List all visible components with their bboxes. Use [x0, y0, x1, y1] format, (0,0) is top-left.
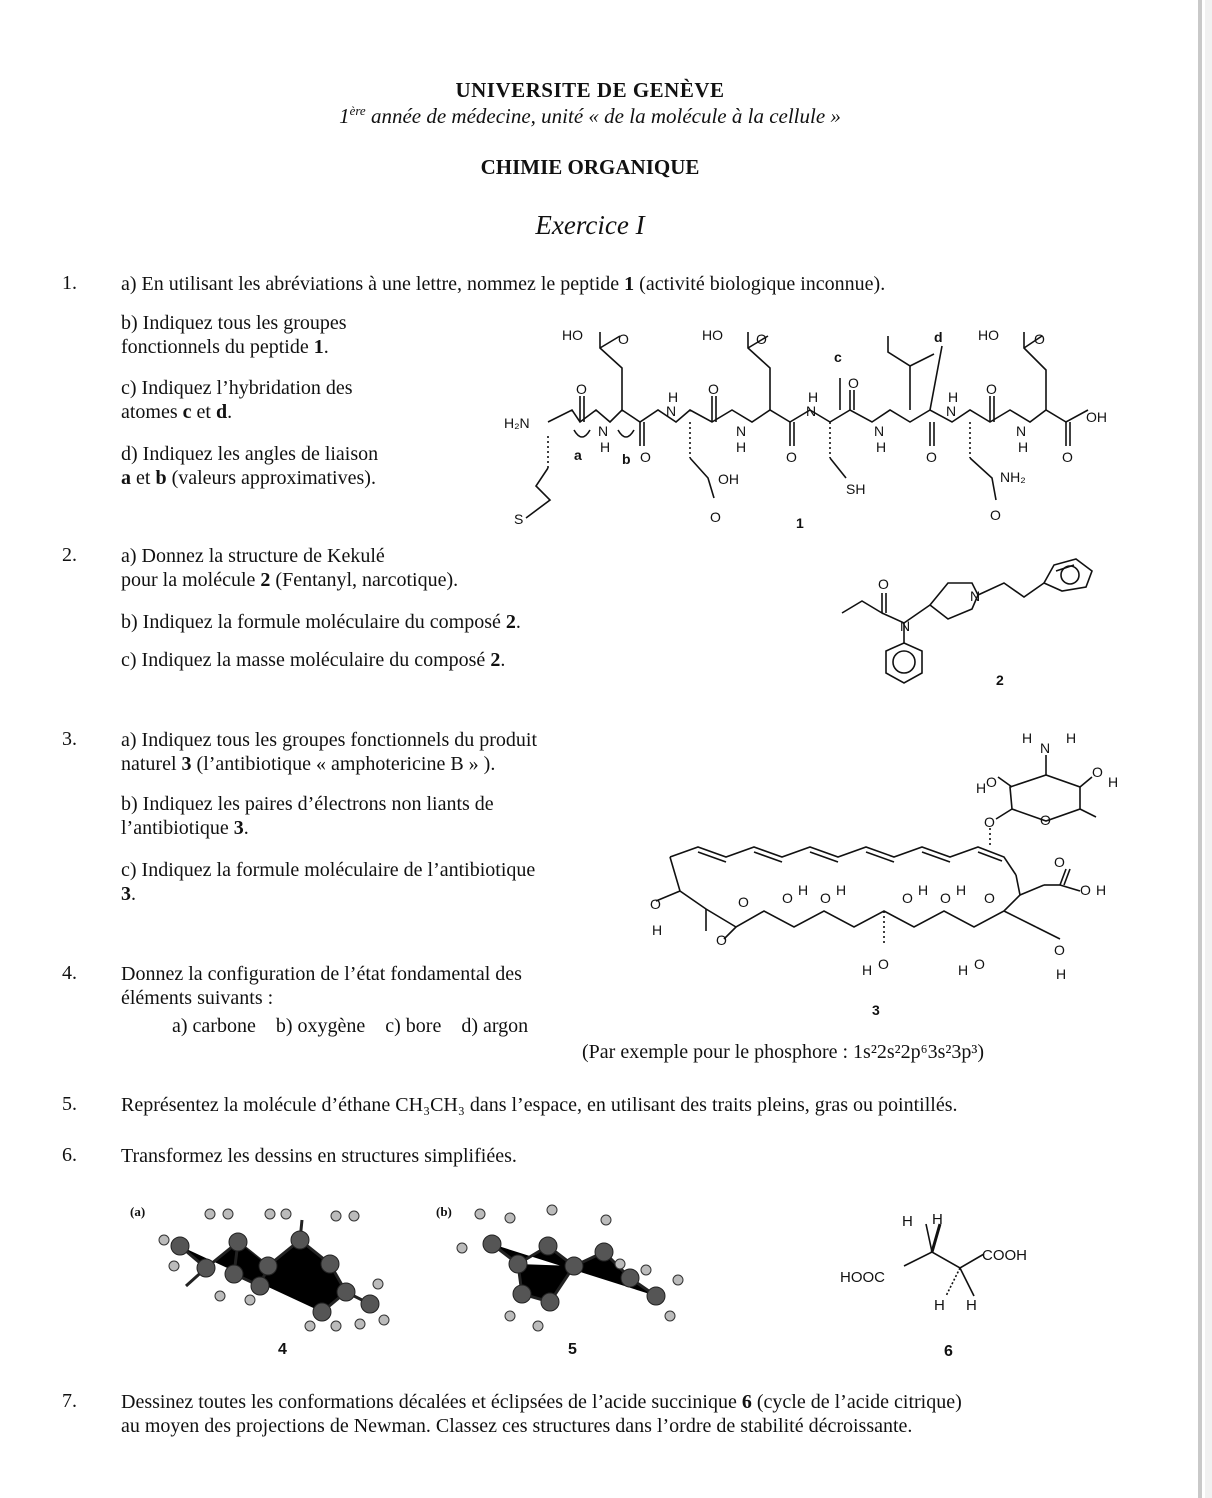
svg-text:H: H [600, 439, 611, 455]
svg-text:HOOC: HOOC [840, 1269, 885, 1286]
svg-text:O: O [940, 890, 951, 906]
svg-text:H: H [902, 1213, 913, 1230]
svg-text:O: O [820, 890, 831, 906]
svg-text:O: O [878, 956, 889, 972]
year-superscript: ère [349, 103, 366, 118]
q2-number: 2. [62, 544, 77, 566]
q2-a: a) Donnez la structure de Kekulé pour la molécule 2 (Fentanyl, narcotique). [121, 545, 459, 591]
svg-text:H: H [932, 1211, 943, 1228]
q6-text: Transformez les dessins en structures simplifiées. [121, 1145, 517, 1167]
subtitle-text: année de médecine, unité « de la molécule à la cellule » [365, 104, 841, 128]
svg-text:2: 2 [996, 672, 1004, 688]
q4-number: 4. [62, 962, 77, 984]
ball-stick-models-4-5 [150, 1200, 710, 1370]
svg-text:H: H [1056, 966, 1067, 982]
svg-text:N: N [666, 403, 677, 419]
svg-text:O: O [1054, 942, 1065, 958]
q1-number: 1. [62, 272, 77, 294]
svg-text:N: N [806, 403, 817, 419]
svg-text:HO: HO [562, 327, 583, 343]
svg-text:H: H [1022, 730, 1033, 746]
q3-number: 3. [62, 728, 77, 750]
q7-number: 7. [62, 1390, 77, 1412]
svg-text:HO: HO [702, 327, 723, 343]
svg-text:H₂N: H₂N [504, 415, 530, 431]
svg-text:H: H [668, 389, 679, 405]
svg-text:O: O [576, 381, 587, 397]
svg-text:H: H [948, 389, 959, 405]
svg-text:OH: OH [1086, 409, 1107, 425]
page-edge-shadow [1205, 0, 1212, 1498]
svg-text:N: N [970, 588, 981, 604]
svg-text:d: d [934, 329, 943, 345]
svg-text:3: 3 [872, 1002, 880, 1018]
svg-text:H: H [736, 439, 747, 455]
svg-text:O: O [1034, 331, 1045, 347]
svg-text:N: N [1016, 423, 1027, 439]
q1-b: b) Indiquez tous les groupes fonctionnels du peptide 1. [121, 312, 347, 358]
svg-text:a: a [574, 447, 582, 463]
q7-text: Dessinez toutes les conformations décalées et éclipsées de l’acide succinique 6 (cycle de l’acide citrique) au moyen des projections de Newman. Classez ces structures dans l’ordre de stabilité décroissante. [121, 1391, 962, 1437]
svg-text:O: O [738, 894, 749, 910]
q6-label-b: (b) [436, 1204, 452, 1219]
svg-text:O: O [782, 890, 793, 906]
svg-text:H: H [934, 1297, 945, 1314]
svg-text:O: O [902, 890, 913, 906]
svg-text:H: H [1096, 882, 1107, 898]
svg-text:H: H [876, 439, 887, 455]
svg-text:O: O [640, 449, 651, 465]
svg-text:N: N [874, 423, 885, 439]
svg-text:H: H [1108, 774, 1119, 790]
svg-text:O: O [650, 896, 661, 912]
svg-text:HO: HO [978, 327, 999, 343]
svg-text:H: H [798, 882, 809, 898]
year-number: 1 [339, 104, 350, 128]
q3-a: a) Indiquez tous les groupes fonctionnels du produit naturel 3 (l’antibiotique « amphotericine B » ). [121, 729, 538, 775]
svg-text:4: 4 [278, 1341, 287, 1358]
course-title: CHIMIE ORGANIQUE [480, 155, 700, 179]
svg-text:H: H [808, 389, 819, 405]
svg-text:O: O [878, 576, 889, 592]
svg-text:O: O [1062, 449, 1073, 465]
q1-d: d) Indiquez les angles de liaison a et b (valeurs approximatives). [121, 443, 379, 489]
svg-text:O: O [756, 331, 767, 347]
exercise-title: Exercice I [535, 210, 645, 240]
q5-number: 5. [62, 1093, 77, 1115]
svg-text:H: H [652, 922, 663, 938]
q6-number: 6. [62, 1144, 77, 1166]
svg-text:O: O [710, 509, 721, 525]
succinic-acid-6-structure [836, 1206, 1076, 1366]
q4-text: Donnez la configuration de l’état fondamental des éléments suivants : [121, 963, 522, 1009]
svg-text:H: H [918, 882, 929, 898]
svg-text:O: O [990, 507, 1001, 523]
svg-text:N: N [736, 423, 747, 439]
svg-text:O: O [1080, 882, 1091, 898]
q6-label-a: (a) [130, 1204, 146, 1219]
fentanyl-2-structure [840, 535, 1100, 695]
amphotericin-3-structure [640, 725, 1120, 1025]
svg-text:O: O [708, 381, 719, 397]
svg-text:N: N [900, 618, 911, 634]
svg-text:O: O [1092, 764, 1103, 780]
svg-text:O: O [786, 449, 797, 465]
q2-b: b) Indiquez la formule moléculaire du composé 2. [121, 611, 521, 633]
svg-text:O: O [926, 449, 937, 465]
svg-text:O: O [984, 890, 995, 906]
svg-text:1: 1 [796, 515, 804, 531]
peptide-1-structure [490, 318, 1130, 538]
svg-text:H: H [1066, 730, 1077, 746]
q3-b: b) Indiquez les paires d’électrons non liants de l’antibiotique 3. [121, 793, 494, 839]
svg-text:O: O [986, 774, 997, 790]
svg-text:c: c [834, 349, 842, 365]
svg-text:N: N [946, 403, 957, 419]
university-title: UNIVERSITE DE GENÈVE [455, 78, 725, 102]
svg-text:b: b [622, 451, 631, 467]
svg-text:H: H [956, 882, 967, 898]
svg-text:O: O [1054, 854, 1065, 870]
svg-text:5: 5 [568, 1341, 577, 1358]
svg-text:O: O [986, 381, 997, 397]
page-edge [1198, 0, 1202, 1498]
q1-a: a) En utilisant les abréviations à une lettre, nommez le peptide 1 (activité biologique inconnue). [121, 273, 886, 295]
svg-text:H: H [862, 962, 873, 978]
svg-text:O: O [716, 932, 727, 948]
svg-text:N: N [598, 423, 609, 439]
svg-text:S: S [514, 511, 524, 527]
course-subtitle [0, 103, 1180, 129]
svg-text:H: H [1018, 439, 1029, 455]
svg-text:H: H [966, 1297, 977, 1314]
svg-text:OH: OH [718, 471, 739, 487]
q2-c: c) Indiquez la masse moléculaire du composé 2. [121, 649, 506, 671]
q3-c: c) Indiquez la formule moléculaire de l’antibiotique 3. [121, 859, 536, 905]
svg-text:H: H [836, 882, 847, 898]
q4-example: (Par exemple pour le phosphore : 1s²2s²2p⁶3s²3p³) [582, 1041, 985, 1063]
q4-elements: a) carbone b) oxygène c) bore d) argon [172, 1015, 529, 1037]
svg-text:COOH: COOH [982, 1247, 1027, 1264]
svg-text:6: 6 [944, 1343, 953, 1360]
svg-text:N: N [1040, 740, 1051, 756]
svg-text:H: H [958, 962, 969, 978]
q1-c: c) Indiquez l’hybridation des atomes c et d. [121, 377, 353, 423]
q5-text: Représentez la molécule d’éthane CH₃CH₃ dans l’espace, en utilisant des traits pleins, gras ou pointillés. [121, 1094, 958, 1116]
svg-text:O: O [984, 814, 995, 830]
svg-text:O: O [1040, 812, 1051, 828]
svg-text:H: H [976, 780, 987, 796]
svg-text:NH₂: NH₂ [1000, 469, 1026, 485]
svg-text:O: O [974, 956, 985, 972]
svg-text:O: O [618, 331, 629, 347]
svg-text:O: O [848, 375, 859, 391]
svg-text:SH: SH [846, 481, 866, 497]
